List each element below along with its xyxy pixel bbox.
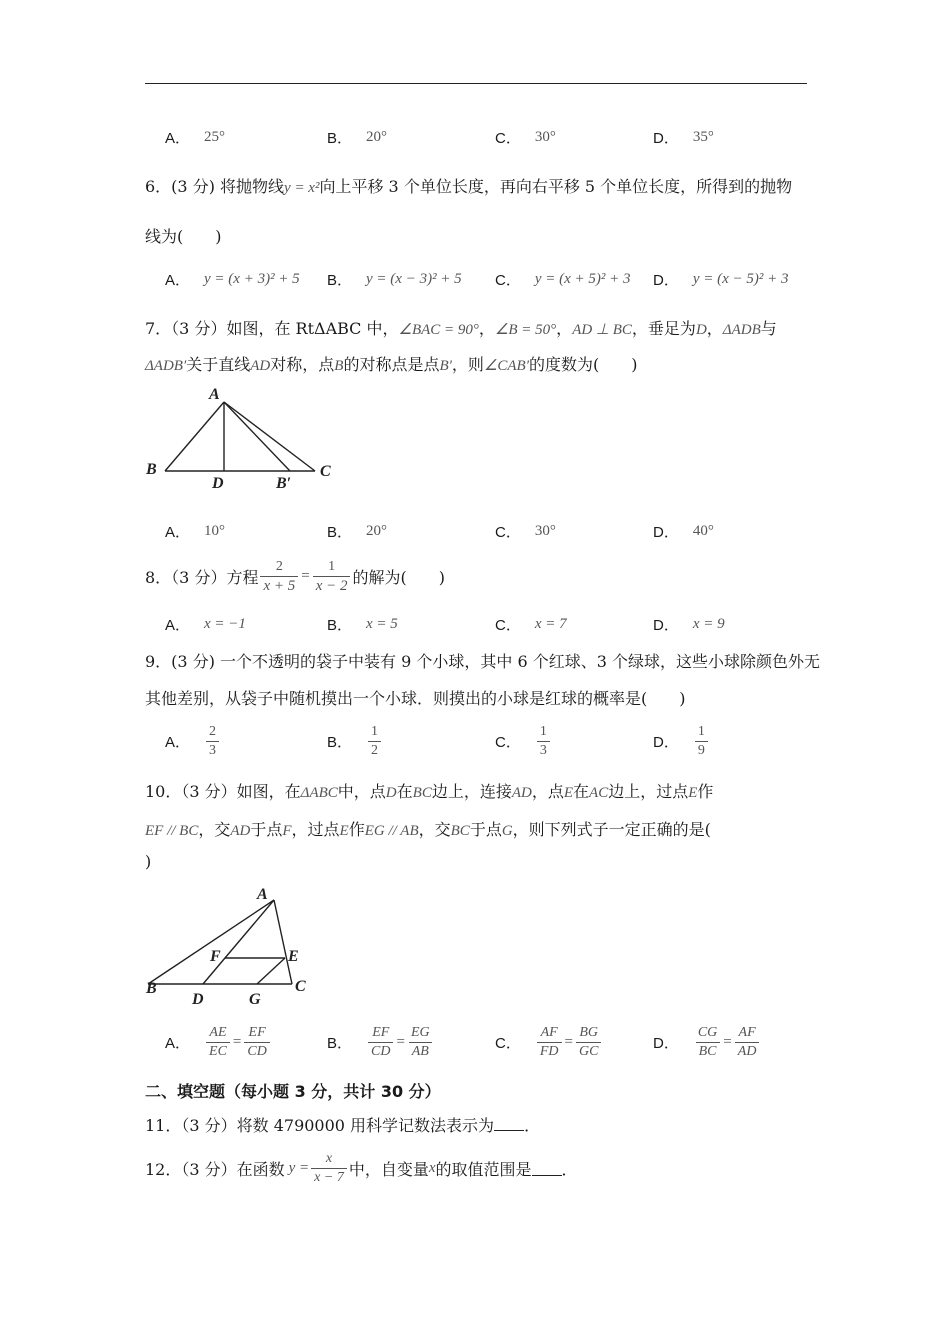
q12-fraction: $\frac{x}{x - 7}$	[311, 1150, 347, 1187]
q10-label-b: B	[146, 980, 157, 997]
q6-stem-line2: 线为( )	[145, 227, 222, 246]
q8-option-b: B． x = 5	[327, 615, 398, 634]
q10-stem-line3: )	[145, 852, 152, 871]
q7-label-a: A	[209, 386, 220, 403]
q6-options	[165, 259, 805, 299]
q12-answer-blank[interactable]	[532, 1161, 562, 1176]
q10-options	[165, 1022, 805, 1062]
q10-label-g: G	[249, 991, 261, 1006]
q5-option-b: B． 20°	[327, 128, 388, 147]
q10-stem-line2: EF // BC，交AD于点F，过点E作EG // AB，交BC于点G，则下列式子一定正确的是(	[145, 820, 711, 839]
q6-option-c: C． y = (x + 5)² + 3	[495, 270, 631, 289]
q9-stem-line1: 9．(3 分) 一个不透明的袋子中装有 9 个小球，其中 6 个红球、3 个绿球，这些小球除颜色外无	[145, 652, 820, 671]
header-rule	[145, 83, 807, 84]
q7-triangle-figure	[140, 382, 350, 494]
q7-label-b: B	[146, 461, 157, 478]
q8-fraction-left: $\frac{2}{x + 5}$	[260, 558, 298, 595]
q7-stem-line2: ΔADB′关于直线AD对称，点B的对称点是点B′，则∠CAB′的度数为( )	[145, 355, 638, 374]
q10-triangle-figure	[140, 880, 320, 1006]
q10-option-d: D． $\frac{CG}{BC}$ = $\frac{AF}{AD}$	[653, 1022, 761, 1062]
q9-option-a: A． $\frac{2}{3}$	[165, 721, 221, 761]
q5-options	[165, 117, 805, 157]
q8-option-d: D． x = 9	[653, 615, 725, 634]
q7-option-d: D． 40°	[653, 522, 714, 541]
q7-label-c: C	[320, 463, 331, 480]
q7-stem-line1: 7．（3 分）如图，在 RtΔABC 中，∠BAC = 90°，∠B = 50°，AD ⊥ BC，垂足为D，ΔADB与	[145, 319, 777, 338]
q7-label-d: D	[212, 475, 224, 492]
q12-stem: 12．（3 分）在函数 y = $\frac{x}{x - 7}$ 中，自变量 x 的取值范围是 ．	[145, 1150, 578, 1185]
q6-option-a: A． y = (x + 3)² + 5	[165, 270, 300, 289]
q8-option-c: C． x = 7	[495, 615, 567, 634]
q7-options	[165, 511, 805, 551]
q10-label-c: C	[295, 978, 306, 995]
q7-option-a: A． 10°	[165, 522, 226, 541]
q10-option-a: A． $\frac{AE}{EC}$ = $\frac{EF}{CD}$	[165, 1022, 272, 1062]
q5-option-a: A． 25°	[165, 128, 226, 147]
q9-option-b: B． $\frac{1}{2}$	[327, 721, 383, 761]
q5-option-c: C． 30°	[495, 128, 556, 147]
q6-option-d: D． y = (x − 5)² + 3	[653, 270, 789, 289]
q6-option-b: B． y = (x − 3)² + 5	[327, 270, 462, 289]
q11-stem: 11．（3 分）将数 4790000 用科学记数法表示为 ．	[145, 1116, 541, 1135]
q10-label-a: A	[257, 886, 268, 903]
q9-stem-line2: 其他差别，从袋子中随机摸出一个小球．则摸出的小球是红球的概率是( )	[145, 689, 686, 708]
q8-fraction-right: $\frac{1}{x - 2}$	[313, 558, 351, 595]
q10-label-e: E	[288, 948, 299, 965]
q10-stem-line1: 10．（3 分）如图，在ΔABC中，点D在BC边上，连接AD，点E在AC边上，过点E作	[145, 782, 714, 801]
q5-option-d: D． 35°	[653, 128, 714, 147]
q8-options	[165, 604, 805, 644]
q8-option-a: A． x = −1	[165, 615, 246, 634]
q9-option-c: C． $\frac{1}{3}$	[495, 721, 552, 761]
q11-answer-blank[interactable]	[494, 1116, 524, 1131]
q10-option-b: B． $\frac{EF}{CD}$ = $\frac{EG}{AB}$	[327, 1022, 435, 1062]
q9-options	[165, 721, 805, 761]
q10-label-d: D	[192, 991, 204, 1006]
q6-stem-line1: 6．(3 分) 将抛物线y = x²向上平移 3 个单位长度，再向右平移 5 个单位长度，所得到的抛物	[145, 177, 793, 196]
section-heading-fill-in: 二、填空题（每小题 3 分，共计 30 分）	[145, 1082, 441, 1101]
q10-label-f: F	[210, 948, 221, 965]
q8-stem: 8．（3 分）方程 $\frac{2}{x + 5}$ = $\frac{1}{x - 2}$ 的解为( )	[145, 558, 445, 594]
q7-option-c: C． 30°	[495, 522, 556, 541]
q7-label-b-prime: B′	[276, 475, 292, 492]
q9-option-d: D． $\frac{1}{9}$	[653, 721, 710, 761]
q7-option-b: B． 20°	[327, 522, 388, 541]
q10-option-c: C． $\frac{AF}{FD}$ = $\frac{BG}{GC}$	[495, 1022, 603, 1062]
